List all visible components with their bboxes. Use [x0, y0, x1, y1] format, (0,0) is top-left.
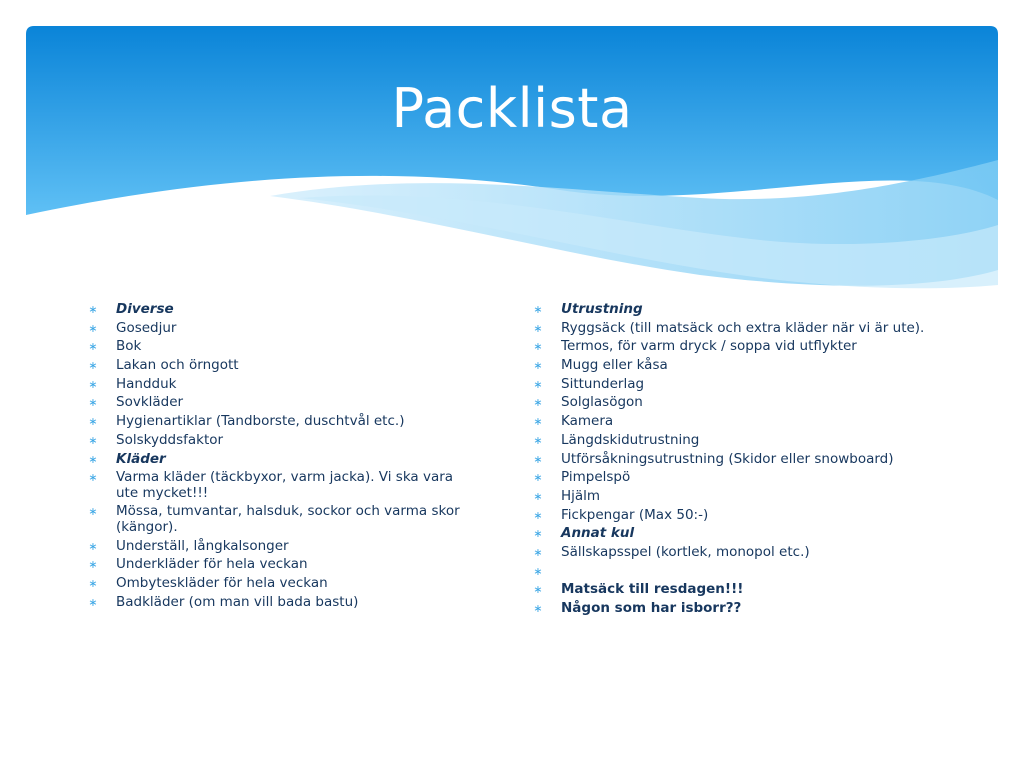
list-item-text: Kläder [116, 450, 166, 467]
list-item [86, 339, 476, 355]
list-item [86, 504, 476, 535]
bullet-icon: ∗ [88, 539, 98, 553]
list-item-text: Kamera [561, 413, 614, 430]
list-item-text: Lakan och örngott [116, 357, 239, 374]
list-item [86, 470, 476, 501]
list-item [86, 557, 476, 573]
left-packing-list [86, 302, 476, 613]
bullet-icon: ∗ [533, 545, 543, 559]
list-item-text: Gosedjur [116, 319, 177, 336]
list-item [86, 576, 476, 592]
bullet-icon: ∗ [88, 396, 98, 410]
list-item [531, 545, 931, 561]
list-item [86, 595, 476, 611]
bullet-icon: ∗ [533, 471, 543, 485]
list-item-text: Fickpengar (Max 50:-) [561, 506, 709, 523]
bullet-icon: ∗ [88, 303, 98, 316]
list-item [531, 414, 931, 430]
bullet-icon: ∗ [533, 452, 543, 466]
list-item-text: Sittunderlag [561, 375, 645, 392]
list-item-text: Handduk [116, 375, 177, 392]
list-item [531, 377, 931, 393]
list-item-text: Sovkläder [116, 394, 184, 411]
list-item [531, 470, 931, 486]
list-item-text: Hygienartiklar (Tandborste, duschtvål etc.) [116, 413, 405, 430]
bullet-icon: ∗ [88, 452, 98, 466]
list-item [531, 302, 931, 318]
bullet-icon: ∗ [533, 377, 543, 391]
bullet-icon: ∗ [533, 303, 543, 316]
list-item [86, 414, 476, 430]
bullet-icon: ∗ [533, 396, 543, 410]
list-item-text: Ombyteskläder för hela veckan [116, 574, 328, 591]
bullet-icon: ∗ [88, 595, 98, 609]
bullet-icon: ∗ [533, 602, 543, 615]
header-wave-background [0, 0, 1024, 300]
bullet-icon: ∗ [88, 321, 98, 335]
list-item [531, 321, 931, 337]
list-item-text: Hjälm [561, 487, 601, 504]
bullet-icon: ∗ [88, 558, 98, 572]
list-item [531, 433, 931, 449]
list-item-text: Ryggsäck (till matsäck och extra kläder när vi är ute). [561, 319, 925, 336]
bullet-icon: ∗ [88, 377, 98, 391]
bullet-icon: ∗ [533, 508, 543, 522]
list-item [531, 395, 931, 411]
list-item-text: Matsäck till resdagen!!! [561, 581, 744, 598]
slide-title: Packlista [391, 77, 633, 140]
list-item [531, 601, 931, 617]
list-item-text: Annat kul [561, 525, 635, 542]
list-item-text: Underkläder för hela veckan [116, 556, 308, 573]
list-item [531, 358, 931, 374]
bullet-icon: ∗ [88, 471, 98, 485]
bullet-icon: ∗ [88, 433, 98, 447]
bullet-icon: ∗ [88, 505, 98, 519]
list-item-text: Längdskidutrustning [561, 431, 700, 448]
list-item [86, 452, 476, 468]
list-item-text: Underställ, långkalsonger [116, 537, 289, 554]
bullet-icon: ∗ [533, 433, 543, 447]
list-item [86, 539, 476, 555]
list-item [86, 358, 476, 374]
bullet-icon: ∗ [88, 576, 98, 590]
list-item-text: Bok [116, 338, 142, 355]
list-item [531, 339, 931, 355]
list-item-text: Utförsåkningsutrustning (Skidor eller snowboard) [561, 450, 894, 467]
list-item [531, 582, 931, 598]
list-item [86, 321, 476, 337]
bullet-icon: ∗ [533, 321, 543, 335]
list-item [86, 302, 476, 318]
list-item-text: Någon som har isborr?? [561, 600, 742, 616]
bullet-icon: ∗ [533, 583, 543, 597]
bullet-icon: ∗ [88, 359, 98, 373]
list-item-text: Badkläder (om man vill bada bastu) [116, 593, 359, 610]
list-item-text: Varma kläder (täckbyxor, varm jacka). Vi ska vara ute mycket!!! [116, 469, 454, 501]
bullet-icon: ∗ [533, 489, 543, 503]
list-item [531, 489, 931, 505]
list-item-text: Mugg eller kåsa [561, 357, 668, 374]
list-item-text: Solskyddsfaktor [116, 431, 224, 448]
list-item-text: Pimpelspö [561, 469, 631, 486]
list-item-text: Mössa, tumvantar, halsduk, sockor och varma skor (kängor). [116, 503, 460, 535]
bullet-icon: ∗ [88, 415, 98, 429]
list-item-text: Diverse [116, 301, 174, 317]
bullet-icon: ∗ [533, 564, 543, 578]
bullet-icon: ∗ [533, 527, 543, 541]
list-item-text: Utrustning [561, 301, 643, 317]
bullet-icon: ∗ [88, 340, 98, 354]
right-packing-list [531, 302, 931, 620]
list-item-text: Solglasögon [561, 394, 643, 411]
list-item [86, 433, 476, 449]
list-item-text: Termos, för varm dryck / soppa vid utflykter [561, 338, 857, 355]
list-item [531, 526, 931, 542]
list-item [531, 508, 931, 524]
bullet-icon: ∗ [533, 340, 543, 354]
bullet-icon: ∗ [533, 415, 543, 429]
list-item [531, 564, 931, 580]
bullet-icon: ∗ [533, 359, 543, 373]
list-item [86, 377, 476, 393]
list-item-text: Sällskapsspel (kortlek, monopol etc.) [561, 543, 810, 560]
list-item [531, 452, 931, 468]
list-item [86, 395, 476, 411]
